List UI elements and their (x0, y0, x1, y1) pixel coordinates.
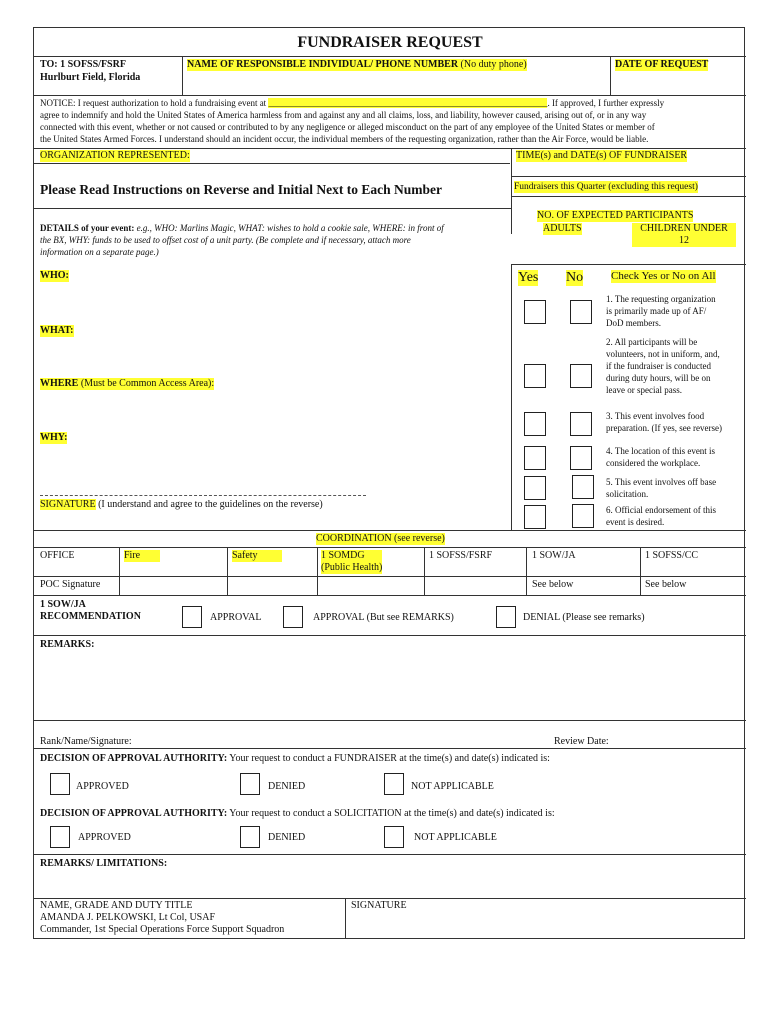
who-field[interactable] (40, 284, 505, 322)
fundraiser-denied-label: DENIED (268, 781, 306, 792)
rank-name-label: Rank/Name/Signature: (40, 736, 132, 747)
time-date-label: TIME(s) and DATE(s) OF FUNDRAISER (516, 150, 688, 161)
checklist-item-3: 3. This event involves food preparation. (If yes, see reverse) (606, 411, 722, 433)
fundraiser-request-form (33, 27, 745, 939)
item3-no-checkbox[interactable] (570, 412, 592, 436)
coordination-title: COORDINATION (see reverse) (316, 533, 445, 544)
checklist-item-6: 6. Official endorsement of this event is desired. (606, 505, 717, 527)
checklist-item-5: 5. This event involves off base solicitation. (606, 477, 717, 499)
fundraiser-approved-checkbox[interactable] (50, 773, 70, 795)
item2-no-checkbox[interactable] (570, 364, 592, 388)
approval-remarks-label: APPROVAL (But see REMARKS) (313, 612, 454, 623)
poc-signature-fields[interactable] (122, 578, 522, 593)
item5-no-checkbox[interactable] (572, 475, 594, 499)
fundraiser-na-label: NOT APPLICABLE (411, 781, 494, 792)
solicitation-approved-label: APPROVED (78, 832, 131, 843)
safety-label: Safety (232, 550, 282, 562)
what-field[interactable] (40, 339, 505, 377)
why-field[interactable] (40, 446, 505, 490)
item1-no-checkbox[interactable] (570, 300, 592, 324)
limitations-label: REMARKS/ LIMITATIONS: (40, 858, 168, 869)
details-instructions: DETAILS of your event: e.g., WHO: Marlins Magic, WHAT: wishes to hold a cookie sale, WHERE: in front of the BX, WHY: funds to be used to offset cost of a unit party. (Be complete and if necessary, attach more information on a separate page.) (40, 223, 444, 257)
item3-yes-checkbox[interactable] (524, 412, 546, 436)
fire-label: Fire (124, 550, 160, 562)
no-header: No (566, 270, 584, 285)
solicitation-approved-checkbox[interactable] (50, 826, 70, 848)
participants-label: NO. OF EXPECTED PARTICIPANTS (537, 210, 694, 221)
solicitation-na-checkbox[interactable] (384, 826, 404, 848)
responsible-individual-label: NAME OF RESPONSIBLE INDIVIDUAL/ PHONE NUMBER (No duty phone) (187, 59, 527, 70)
checklist-item-1: 1. The requesting organization is primarily made up of AF/ DoD members. (606, 294, 716, 328)
decision-fundraiser: DECISION OF APPROVAL AUTHORITY: Your request to conduct a FUNDRAISER at the time(s) and date(s) indicated is: (40, 753, 550, 764)
to-line: TO: 1 SOFSS/FSRF (40, 59, 126, 70)
item4-no-checkbox[interactable] (570, 446, 592, 470)
item2-yes-checkbox[interactable] (524, 364, 546, 388)
time-date-field[interactable] (514, 162, 742, 176)
remarks-label: REMARKS: (40, 639, 95, 650)
responsible-individual-field[interactable] (186, 70, 606, 92)
notice-text: NOTICE: I request authorization to hold a fundraising event at ______________________________________________________________. If approved, I further expressly agree to indemnify and hold the United States of America harmless from and against any and all claims, loss, and liability, however caused, arising out of, or in any way connected with this event, whether or not caused or contributed to by any negligence or alleged misconduct on the part of any employee of the United States or member of the United States Armed Forces. I understand should an incident occur, the individual members of the requesting organization, rather than the Air Force, would be liable. (40, 98, 665, 144)
check-instruction: Check Yes or No on All (611, 270, 716, 282)
see-below-cc: See below (645, 579, 687, 590)
item5-yes-checkbox[interactable] (524, 476, 546, 500)
what-label: WHAT: (40, 325, 74, 336)
adults-count-field[interactable] (516, 238, 626, 262)
event-location-blank[interactable]: ______________________________________________________________ (268, 98, 548, 108)
sofss-cc-label: 1 SOFSS/CC (645, 550, 699, 561)
see-below-ja: See below (532, 579, 574, 590)
date-of-request-field[interactable] (614, 70, 742, 92)
date-of-request-label: DATE OF REQUEST (615, 59, 709, 70)
limitations-field[interactable] (40, 872, 740, 896)
approval-remarks-checkbox[interactable] (283, 606, 303, 628)
form-title: FUNDRAISER REQUEST (297, 34, 483, 51)
recommendation-label: 1 SOW/JA RECOMMENDATION (40, 599, 141, 622)
who-label: WHO: (40, 270, 69, 281)
denial-checkbox[interactable] (496, 606, 516, 628)
fundraiser-na-checkbox[interactable] (384, 773, 404, 795)
children-label: CHILDREN UNDER 12 (632, 223, 736, 247)
approval-checkbox[interactable] (182, 606, 202, 628)
sow-ja-label: 1 SOW/JA (532, 550, 576, 561)
where-field[interactable] (40, 392, 505, 430)
adults-label: ADULTS (543, 223, 582, 234)
denial-label: DENIAL (Please see remarks) (523, 612, 645, 623)
why-label: WHY: (40, 432, 68, 443)
solicitation-denied-label: DENIED (268, 832, 306, 843)
fundraisers-quarter-label: Fundraisers this Quarter (excluding this request) (514, 182, 698, 192)
review-date-label: Review Date: (554, 736, 609, 747)
where-label: WHERE (Must be Common Access Area): (40, 378, 215, 389)
item6-no-checkbox[interactable] (572, 504, 594, 528)
remarks-field[interactable] (40, 653, 740, 719)
fundraiser-denied-checkbox[interactable] (240, 773, 260, 795)
item6-yes-checkbox[interactable] (524, 505, 546, 529)
footer-signature-label: SIGNATURE (351, 900, 407, 911)
solicitation-denied-checkbox[interactable] (240, 826, 260, 848)
children-count-field[interactable] (632, 252, 740, 264)
yes-header: Yes (518, 270, 539, 285)
decision-solicitation: DECISION OF APPROVAL AUTHORITY: Your request to conduct a SOLICITATION at the time(s) and date(s) indicated is: (40, 808, 555, 819)
item4-yes-checkbox[interactable] (524, 446, 546, 470)
sofss-fsrf-label: 1 SOFSS/FSRF (429, 550, 493, 561)
footer-signature-field[interactable] (350, 912, 740, 936)
somdg-label: 1 SOMDG (Public Health) (321, 550, 383, 573)
item1-yes-checkbox[interactable] (524, 300, 546, 324)
office-label: OFFICE (40, 550, 75, 561)
approval-label: APPROVAL (210, 612, 262, 623)
checklist-item-2: 2. All participants will be volunteers, not in uniform, and, if the fundraiser is conducted during duty hours, will be on leave or special pass. (606, 337, 720, 395)
checklist-item-4: 4. The location of this event is considered the workplace. (606, 446, 716, 468)
fundraisers-quarter-field[interactable] (514, 197, 742, 207)
approval-authority: NAME, GRADE AND DUTY TITLE AMANDA J. PELKOWSKI, Lt Col, USAF Commander, 1st Special Operations Force Support Squadron (40, 900, 285, 935)
to-location: Hurlburt Field, Florida (40, 72, 141, 83)
fundraiser-approved-label: APPROVED (76, 781, 129, 792)
instructions-heading: Please Read Instructions on Reverse and Initial Next to Each Number (40, 182, 442, 197)
organization-label: ORGANIZATION REPRESENTED: (40, 150, 190, 161)
solicitation-na-label: NOT APPLICABLE (414, 832, 497, 843)
signature-label: SIGNATURE (I understand and agree to the guidelines on the reverse) (40, 499, 323, 510)
poc-signature-label: POC Signature (40, 579, 101, 590)
